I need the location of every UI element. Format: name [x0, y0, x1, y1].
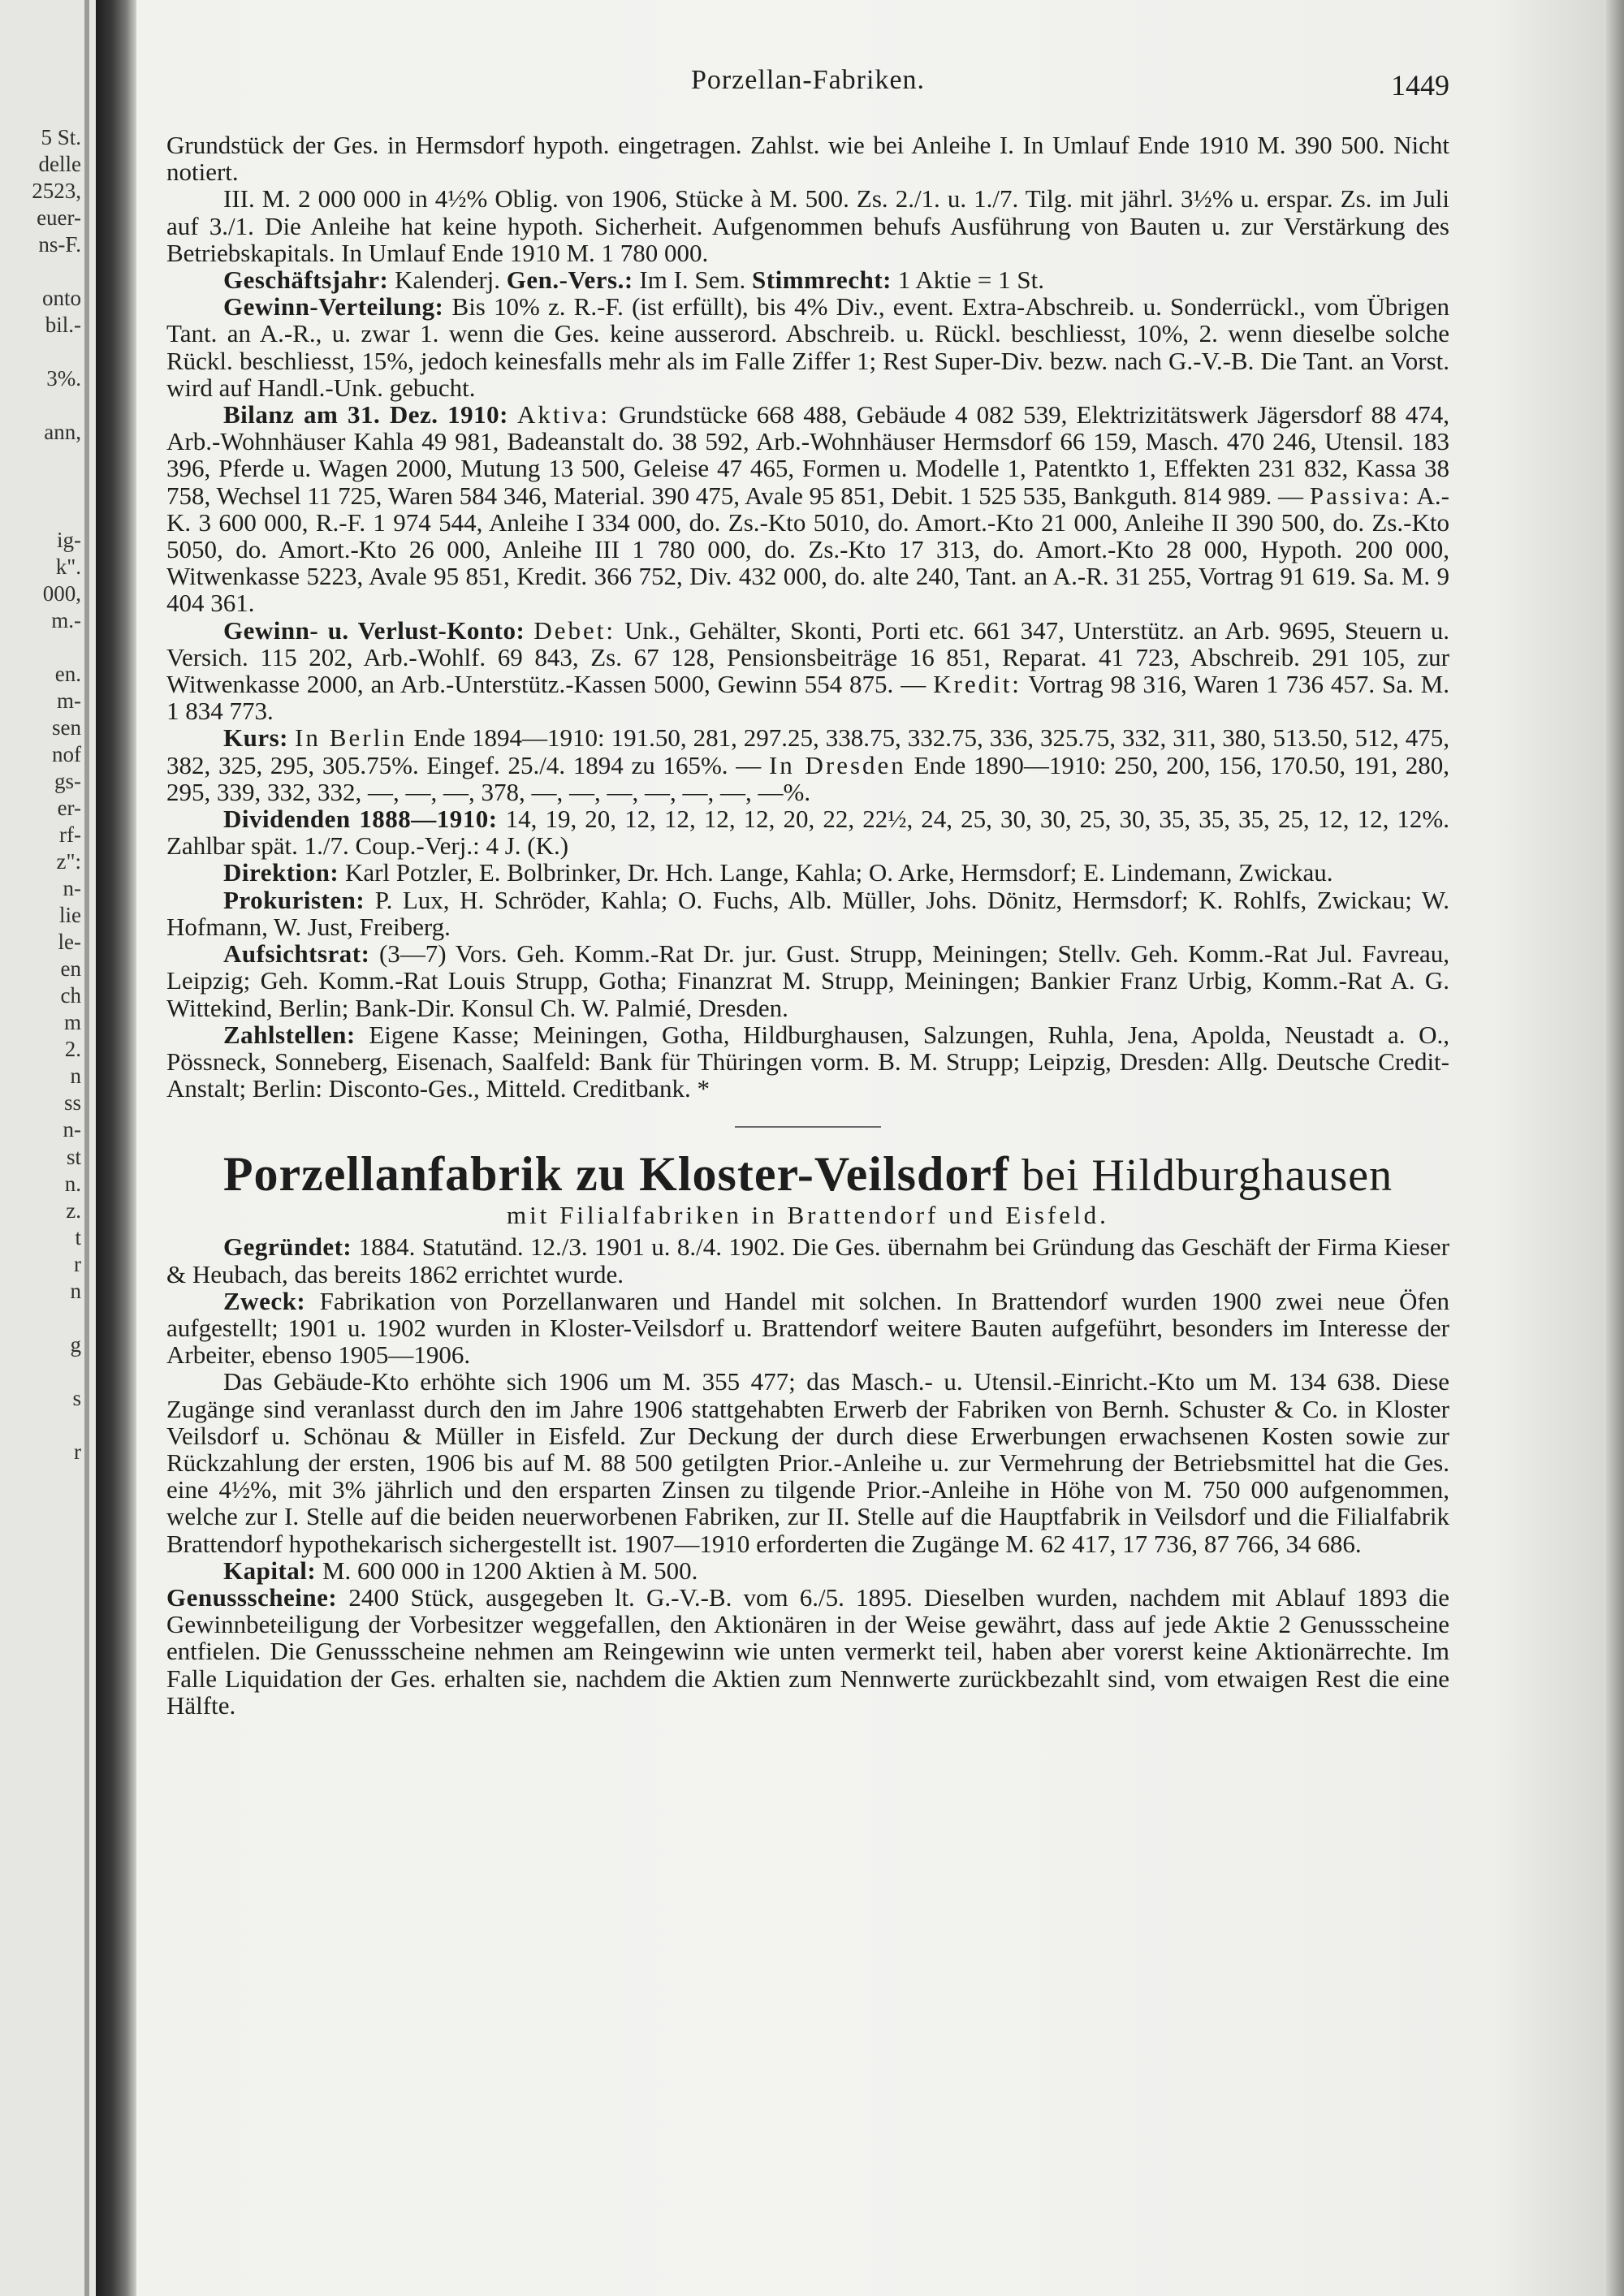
label-kurs: Kurs: — [223, 723, 288, 753]
adjacent-page-fragment-line: m — [63, 1010, 81, 1035]
paragraph-prokuristen — [166, 887, 1449, 940]
paragraph-kurs — [166, 724, 1449, 805]
label-zahlstellen: Zahlstellen: — [223, 1020, 356, 1049]
text-kredit: Vortrag 98 316, Waren 1 736 457. Sa. M. 1 834 773. — [166, 670, 1449, 726]
adjacent-page-fragment-line: ns-F. — [38, 232, 81, 257]
adjacent-page-fragment-line: g — [70, 1331, 81, 1357]
running-head — [166, 57, 1449, 114]
text-direktion: Karl Potzler, E. Bolbrinker, Dr. Hch. Lange, Kahla; O. Arke, Hermsdorf; E. Lindemann, Zwickau. — [344, 858, 1333, 887]
adjacent-page-fragment-line: ch — [60, 983, 81, 1008]
value-stimmrecht: 1 Aktie = 1 St. — [897, 265, 1044, 295]
adjacent-page-fragment-line: nof — [52, 741, 81, 766]
paragraph-gewinn-verteilung — [166, 293, 1449, 401]
adjacent-page-fragment-line: sen — [52, 714, 81, 740]
paragraph-gewinn-verlust — [166, 617, 1449, 725]
adjacent-page-fragment-line: bil.- — [45, 313, 81, 338]
adjacent-page-fragment-line: rf- — [59, 822, 81, 848]
text-genussscheine: 2400 Stück, ausgegeben lt. G.-V.-B. vom 6./5. 1895. Dieselben wurden, nachdem mit Ablauf 1893 die Gewinnbeteiligung der Vorbesitzer weggefallen, den Aktionären in der Weise gewährt, dass auf jede Aktie 2 Genussscheine entfielen. Die Genussscheine nehmen am Reingewinn wie unten vermerkt teil, haben aber vorerst keine Aktionärrechte. Im Falle Liquidation der Ges. erhalten sie, nachdem die Aktien zum Nennwerte zurückbezahlt sind, vom etwaigen Rest die eine Hälfte. — [166, 1582, 1449, 1720]
label-aktiva: Aktiva: — [517, 400, 611, 429]
running-head-title: Porzellan-Fabriken. — [690, 65, 926, 95]
label-dresden: In Dresden — [768, 750, 906, 779]
paragraph-aufsichtsrat — [166, 940, 1449, 1021]
label-prokuristen: Prokuristen: — [223, 885, 365, 914]
adjacent-page-fragment-line: 3%. — [46, 366, 81, 391]
text-prokuristen: P. Lux, H. Schröder, Kahla; O. Fuchs, Alb. Müller, Johs. Dönitz, Hermsdorf; K. Rohlfs, Zwickau; W. Hofmann, W. Just, Freiberg. — [166, 885, 1450, 941]
label-zweck: Zweck: — [223, 1286, 306, 1315]
adjacent-page-fragment-line: 2. — [64, 1037, 81, 1062]
page-number: 1449 — [1391, 69, 1449, 101]
label-gegruendet: Gegründet: — [223, 1232, 352, 1262]
adjacent-page-fragment-line: n — [70, 1278, 81, 1303]
adjacent-page-fragment-line: m.- — [51, 607, 81, 632]
text-gegruendet: 1884. Statutänd. 12./3. 1901 u. 8./4. 1902. Die Ges. übernahm bei Gründung das Geschäft der Firma Kieser & Heubach, das bereits 1862 errichtet wurde. — [166, 1232, 1450, 1288]
adjacent-page-fragment-line: onto — [41, 286, 81, 311]
paragraph-gegruendet — [166, 1233, 1449, 1287]
adjacent-page-fragment-line: lie — [59, 903, 81, 928]
section-kloster-veilsdorf — [166, 1149, 1449, 1719]
text-kurs-berlin: Ende 1894—1910: 191.50, 281, 297.25, 338.75, 332.75, 336, 325.75, 332, 311, 380, 513.50, 512, 475, 382, 325, 295, 305.75%. Eingef. 25./4. 1894 zu 165%. — — [166, 723, 1450, 779]
paragraph-anleihe-iii: III. M. 2 000 000 in 4½% Oblig. von 1906, Stücke à M. 500. Zs. 2./1. u. 1./7. Tilg. mit jährl. 3½% u. erspar. Zs. im Juli auf 3./1. Die Anleihe hat keine hypoth. Sicherheit. Aufgenommen behufs Ausführung von Bauten u. zur Verstärkung des Betriebskapitals. In Umlauf Ende 1910 M. 1 780 000. — [166, 184, 1449, 267]
value-geschaeftsjahr: Kalenderj. — [395, 265, 501, 295]
text-zahlstellen: Eigene Kasse; Meiningen, Gotha, Hildburghausen, Salzungen, Ruhla, Jena, Apolda, Neustadt a. O., Pössneck, Sonneberg, Eisenach, Saalfeld: Bank für Thüringen vorm. B. M. Strupp; Leipzig, Dresden: Allg. Deutsche Credit-Anstalt; Berlin: Disconto-Ges., Mitteld. Creditbank. * — [166, 1020, 1449, 1103]
adjacent-page-fragment-line: n- — [63, 1117, 81, 1142]
paragraph-dividenden — [166, 805, 1449, 859]
section-divider — [735, 1126, 881, 1128]
adjacent-page-fragment-line: 5 St. — [41, 125, 81, 149]
adjacent-page-fragment-line: n- — [63, 876, 81, 901]
adjacent-page-fragment-line: n — [70, 1064, 81, 1089]
value-gen-vers: Im I. Sem. — [639, 265, 746, 295]
paragraph-umlauf: Grundstück der Ges. in Hermsdorf hypoth. eingetragen. Zahlst. wie bei Anleihe I. In Umlauf Ende 1910 M. 390 500. Nicht notiert. — [166, 131, 1449, 187]
text-passiva: A.-K. 3 600 000, R.-F. 1 974 544, Anleihe I 334 000, do. Zs.-Kto 5010, do. Amort.-Kto 21 000, Anleihe II 390 500, do. Zs.-Kto 5050, do. Amort.-Kto 26 000, Anleihe III 1 780 000, do. Zs.-Kto 17 313, do. Amort.-Kto 28 000, Hypoth. 200 000, Witwenkasse 5223, Avale 95 851, Kredit. 366 752, Div. 432 000, do. alte 240, Tant. an A.-R. 31 255, Vortrag 91 619. Sa. M. 9 404 361. — [166, 481, 1450, 618]
page-edge-shadow — [84, 0, 89, 2296]
adjacent-page-fragment-line: 000, — [42, 580, 81, 606]
label-genussscheine: Genussscheine: — [166, 1582, 338, 1612]
company-location: bei Hildburghausen — [1021, 1150, 1393, 1202]
adjacent-page-fragment-line: z. — [66, 1198, 81, 1223]
adjacent-page-fragment-line: ss — [63, 1090, 81, 1116]
adjacent-page-fragment — [0, 0, 97, 2296]
adjacent-page-fragment-line: ann, — [44, 420, 81, 445]
adjacent-page-fragment-line: en. — [54, 661, 81, 686]
label-direktion: Direktion: — [223, 858, 339, 887]
text-aufsichtsrat: (3—7) Vors. Geh. Komm.-Rat Dr. jur. Gust. Strupp, Meiningen; Stellv. Geh. Komm.-Rat Jul. Favreau, Leipzig; Geh. Komm.-Rat Louis Strupp, Gotha; Finanzrat M. Strupp, Meiningen; Bankier Franz Urbig, Komm.-Rat A. G. Wittekind, Berlin; Bank-Dir. Konsul Ch. W. Palmié, Dresden. — [166, 939, 1450, 1022]
paragraph-bilanz — [166, 401, 1449, 617]
adjacent-page-fragment-line: gs- — [54, 768, 81, 793]
adjacent-page-fragment-line: m- — [57, 688, 81, 713]
text-zweck: Fabrikation von Porzellanwaren und Handel mit solchen. In Brattendorf wurden 1900 zwei neue Öfen aufgestellt; 1901 u. 1902 wurden in Kloster-Veilsdorf u. Brattendorf weitere Bauten aufgeführt, besonders im Interesse der Arbeiter, ebenso 1905—1906. — [166, 1286, 1449, 1370]
adjacent-page-fragment-line: euer- — [37, 205, 81, 231]
label-aufsichtsrat: Aufsichtsrat: — [223, 939, 370, 969]
label-berlin: In Berlin — [295, 723, 408, 753]
adjacent-page-fragment-line: s — [72, 1385, 81, 1410]
label-dividenden: Dividenden 1888—1910: — [223, 805, 498, 834]
label-stimmrecht: Stimmrecht: — [752, 265, 892, 295]
label-passiva: Passiva: — [1309, 481, 1412, 510]
section-porzellan-continued — [166, 132, 1449, 1102]
adjacent-page-fragment-line: t — [75, 1224, 81, 1249]
page-content — [166, 57, 1449, 1719]
paragraph-direktion — [166, 859, 1449, 886]
adjacent-page-fragment-line: delle — [38, 152, 81, 177]
company-subheading: mit Filialfabriken in Brattendorf und Eisfeld. — [507, 1201, 1109, 1230]
paragraph-gebaeude-kto: Das Gebäude-Kto erhöhte sich 1906 um M. 355 477; das Masch.- u. Utensil.-Einricht.-Kto um M. 134 638. Diese Zugänge sind veranlasst durch den im Jahre 1906 stattgehabten Erwerb der Fabriken von Bernh. Schuster & Co. in Kloster Veilsdorf u. Schönau & Müller in Eisfeld. Zur Deckung der durch diese Erwerbungen erwachsenen Kosten sowie zur Rückzahlung der ersten, 1906 bis auf M. 88 500 getilgten Prior.-Anleihe u. zur Vermehrung der Betriebsmittel hat die Ges. eine 4½%, mit 3% jährlich und den ersparten Zinsen zu tilgende Prior.-Anleihe in Höhe von M. 750 000 aufgenommen, welche zur I. Stelle auf die beiden neuerworbenen Fabriken, zur II. Stelle auf die Hauptfabrik in Veilsdorf und die Filialfabrik Brattendorf hypothekarisch sichergestellt ist. 1907—1910 erforderten die Zugänge M. 62 417, 17 736, 87 766, 34 686. — [166, 1367, 1449, 1558]
text-kurs-dresden: Ende 1890—1910: 250, 200, 156, 170.50, 191, 280, 295, 339, 332, 332, —, —, —, 378, —, —, —, —, —, —, —%. — [166, 750, 1450, 806]
paragraph-genussscheine — [166, 1584, 1449, 1719]
adjacent-page-fragment-line: z": — [56, 849, 81, 874]
label-debet: Debet: — [533, 615, 615, 645]
adjacent-page-fragment-line: er- — [57, 796, 81, 820]
text-gewinn-verteilung: Bis 10% z. R.-F. (ist erfüllt), bis 4% Div., event. Extra-Abschreib. u. Sonderrückl., vom Übrigen Tant. an A.-R., u. zwar 1. wenn die Ges. keine ausserord. Abschreib. u. Rückl. beschliesst, 10%, 2. wenn dieselbe solche Rückl. beschliesst, 15%, jedoch keinesfalls mehr als im Falle Ziffer 1; Rest Super-Div. bezw. nach G.-V.-B. Die Tant. an Vorst. wird auf Handl.-Unk. gebucht. — [166, 292, 1449, 402]
label-kredit: Kredit: — [933, 670, 1021, 699]
text-kapital: M. 600 000 in 1200 Aktien à M. 500. — [322, 1556, 698, 1585]
text-dividenden: 14, 19, 20, 12, 12, 12, 12, 20, 22, 22½, 24, 25, 30, 30, 25, 30, 35, 35, 35, 25, 12, 12, 12%. Zahlbar spät. 1./7. Coup.-Verj.: 4 J. (K.) — [166, 805, 1449, 861]
label-kapital: Kapital: — [223, 1556, 317, 1585]
label-gewinn-verteilung: Gewinn-Verteilung: — [223, 292, 444, 322]
adjacent-page-fragment-line: k". — [55, 554, 81, 579]
adjacent-page-fragment-line: le- — [58, 930, 81, 955]
book-gutter — [96, 0, 136, 2296]
paragraph-geschaeftsjahr — [166, 266, 1449, 293]
label-gewinn-verlust: Gewinn- u. Verlust-Konto: — [223, 615, 525, 645]
adjacent-page-fragment-line: r — [74, 1251, 81, 1276]
paragraph-zweck — [166, 1288, 1449, 1369]
paragraph-kapital — [166, 1557, 1449, 1584]
page-right-edge — [1606, 0, 1624, 2296]
paragraph-zahlstellen — [166, 1021, 1449, 1103]
adjacent-page-fragment-line: st — [66, 1144, 81, 1169]
label-gen-vers: Gen.-Vers.: — [506, 265, 633, 295]
label-geschaeftsjahr: Geschäftsjahr: — [223, 265, 389, 295]
text-aktiva: Grundstücke 668 488, Gebäude 4 082 539, Elektrizitätswerk Jägersdorf 88 474, Arb.-Wohnhäuser Kahla 49 981, Badeanstalt do. 38 592, Arb.-Wohnhäuser Hermsdorf 66 159, Masch. 470 246, Utensil. 183 396, Pferde u. Wagen 2000, Mutung 13 500, Geleise 47 465, Formen u. Modelle 1, Patentkto 1, Effekten 231 832, Kassa 38 758, Wechsel 11 725, Waren 584 346, Material. 390 475, Avale 95 851, Debit. 1 525 535, Bankguth. 814 989. — — [166, 400, 1450, 510]
adjacent-page-fragment-line: n. — [64, 1171, 81, 1196]
adjacent-page-fragment-line: en — [60, 956, 81, 982]
company-heading — [166, 1149, 1449, 1201]
company-name: Porzellanfabrik zu Kloster-Veilsdorf — [222, 1147, 1009, 1202]
label-bilanz: Bilanz am 31. Dez. 1910: — [223, 400, 508, 429]
adjacent-page-fragment-line: 2523, — [32, 179, 81, 204]
adjacent-page-fragment-line: r — [74, 1439, 81, 1464]
adjacent-page-fragment-line: ig- — [57, 527, 81, 552]
text-debet: Unk., Gehälter, Skonti, Porti etc. 661 347, Unterstütz. an Arb. 9695, Steuern u. Versich. 115 202, Arb.-Wohlf. 69 843, Zs. 67 128, Pensionsbeiträge 16 851, Reparat. 41 723, Abschreib. 291 105, zur Witwenkasse 2000, an Arb.-Unterstütz.-Kassen 5000, Gewinn 554 875. — — [166, 615, 1450, 699]
